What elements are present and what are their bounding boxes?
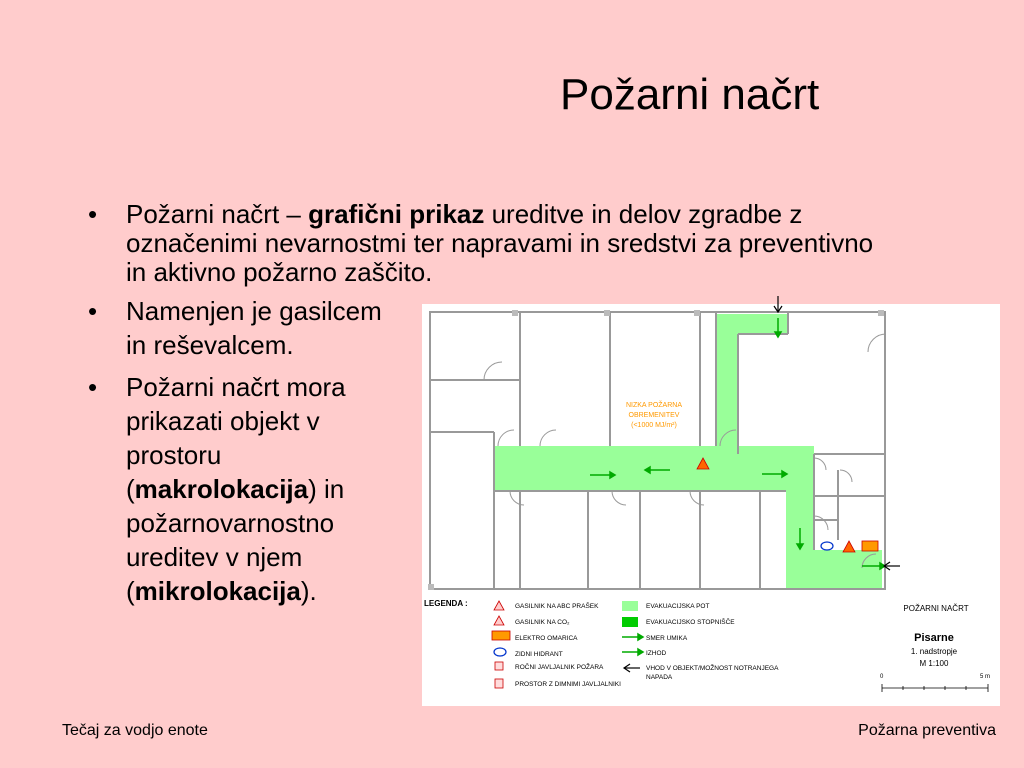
- svg-text:GASILNIK NA ABC PRAŠEK: GASILNIK NA ABC PRAŠEK: [515, 603, 599, 610]
- svg-text:PROSTOR Z DIMNIMI JAVLJALNIKI: PROSTOR Z DIMNIMI JAVLJALNIKI: [515, 681, 621, 688]
- bullet-text-1: Požarni načrt – grafični prikaz ureditve in delov zgradbe z označenimi nevarnostmi ter napravami in sredstvi za preventivno in aktivno požarno zaščito.: [126, 199, 874, 287]
- plan-name: Pisarne: [914, 632, 954, 644]
- electrical-cabinet-icon: [492, 631, 510, 640]
- scale-bar-end: 5 m: [980, 674, 991, 680]
- zone-label-1: NIZKA POŽARNA: [625, 402, 683, 409]
- svg-text:EVAKUACIJSKO STOPNIŠČE: EVAKUACIJSKO STOPNIŠČE: [646, 619, 735, 626]
- svg-text:ROČNI JAVLJALNIK POŽARA: ROČNI JAVLJALNIK POŽARA: [515, 664, 604, 671]
- svg-text:IZHOD: IZHOD: [646, 650, 667, 657]
- svg-text:ZIDNI HIDRANT: ZIDNI HIDRANT: [515, 651, 563, 658]
- plan-floor: 1. nadstropje: [910, 647, 958, 656]
- plan-scale: M 1:100: [919, 659, 949, 668]
- svg-text:NAPADA: NAPADA: [646, 674, 673, 681]
- plan-heading: POŽARNI NAČRT: [903, 604, 969, 613]
- svg-text:VHOD V OBJEKT/MOŽNOST NOTRANJE: VHOD V OBJEKT/MOŽNOST NOTRANJEGA: [646, 665, 779, 672]
- manual-call-point-icon: [495, 662, 503, 670]
- evacuation-stair-swatch: [622, 617, 638, 627]
- plan-background: [422, 304, 1000, 706]
- svg-text:ELEKTRO OMARICA: ELEKTRO OMARICA: [515, 635, 578, 642]
- zone-label-3: (<1000 MJ/m²): [631, 422, 677, 429]
- footer-course-name: Tečaj za vodjo enote: [62, 722, 208, 739]
- electrical-cabinet-icon: [862, 541, 878, 551]
- slide-title: Požarni načrt: [560, 70, 820, 119]
- svg-text:SMER UMIKA: SMER UMIKA: [646, 635, 688, 642]
- bullet-marker: •: [88, 199, 98, 229]
- legend-title: LEGENDA :: [424, 599, 468, 608]
- bullet-marker: •: [88, 372, 98, 402]
- footer-topic: Požarna preventiva: [858, 722, 996, 739]
- bullet-text-3: Požarni načrt mora prikazati objekt v prostoru (makrolokacija) in požarnovarnostno ureditev v njem (mikrolokacija).: [126, 372, 346, 606]
- svg-text:EVAKUACIJSKA POT: EVAKUACIJSKA POT: [646, 603, 710, 610]
- zone-label-2: OBREMENITEV: [628, 412, 680, 419]
- evacuation-route-swatch: [622, 601, 638, 611]
- bullet-marker: •: [88, 296, 98, 326]
- svg-text:GASILNIK NA CO₂: GASILNIK NA CO₂: [515, 619, 570, 626]
- smoke-detector-room-icon: [495, 679, 503, 688]
- bullet-text-2: Namenjen je gasilcem in reševalcem.: [126, 296, 382, 360]
- scale-bar-start: 0: [880, 674, 884, 680]
